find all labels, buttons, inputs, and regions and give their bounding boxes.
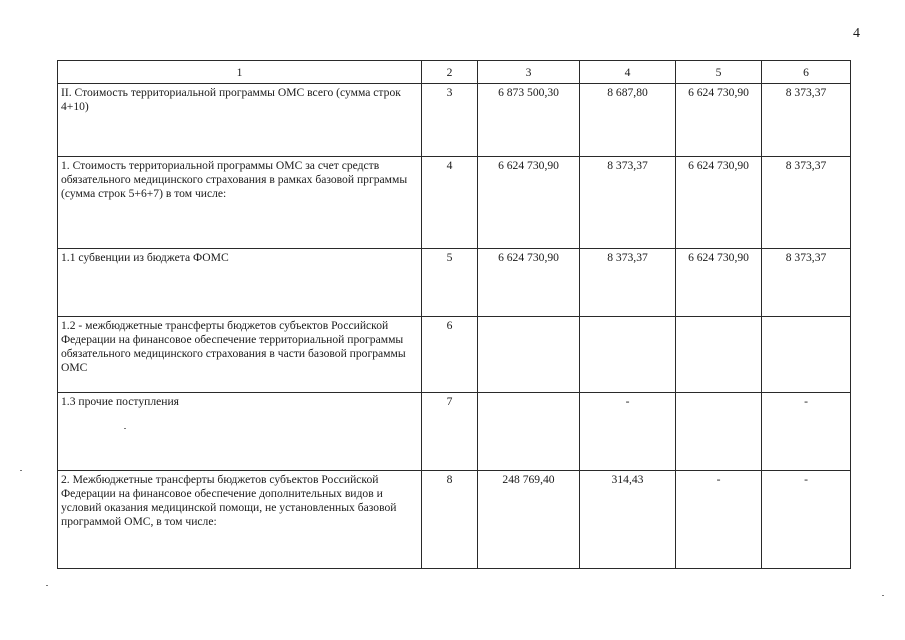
- row-value: [676, 317, 762, 393]
- row-value: 6 624 730,90: [478, 249, 580, 317]
- row-value: -: [580, 393, 676, 471]
- scan-speck: [124, 428, 126, 429]
- scan-speck: [46, 585, 48, 586]
- row-value: [580, 317, 676, 393]
- row-description: 1.3 прочие поступления: [58, 393, 422, 471]
- row-description: 1.2 - межбюджетные трансферты бюджетов субъектов Российской Федерации на финансовое обеспечение территориальной программы обязательного медицинского страхования в части базовой программы ОМС: [58, 317, 422, 393]
- page-number: 4: [853, 26, 860, 41]
- row-value: -: [762, 393, 851, 471]
- row-line-number: 5: [422, 249, 478, 317]
- row-value: 8 373,37: [580, 157, 676, 249]
- row-value: 314,43: [580, 471, 676, 569]
- budget-table: [57, 60, 851, 569]
- row-line-number: 6: [422, 317, 478, 393]
- column-header: 1: [58, 61, 422, 84]
- row-value: 8 687,80: [580, 84, 676, 157]
- column-header: 2: [422, 61, 478, 84]
- row-value: 6 624 730,90: [478, 157, 580, 249]
- table-row: [58, 84, 851, 157]
- scan-speck: [882, 595, 884, 596]
- row-value: 8 373,37: [762, 249, 851, 317]
- table-row: [58, 393, 851, 471]
- row-value: 6 624 730,90: [676, 249, 762, 317]
- row-line-number: 3: [422, 84, 478, 157]
- table-row: [58, 157, 851, 249]
- row-description: 1. Стоимость территориальной программы ОМС за счет средств обязательного медицинского страхования в рамках базовой прграммы (сумма строк 5+6+7) в том числе:: [58, 157, 422, 249]
- row-value: [762, 317, 851, 393]
- column-header: 3: [478, 61, 580, 84]
- row-value: 8 373,37: [762, 157, 851, 249]
- row-line-number: 8: [422, 471, 478, 569]
- row-description: 2. Межбюджетные трансферты бюджетов субъектов Российской Федерации на финансовое обеспечение дополнительных видов и условий оказания медицинской помощи, не установленных базовой программой ОМС, в том числе:: [58, 471, 422, 569]
- row-value: 6 624 730,90: [676, 84, 762, 157]
- row-line-number: 4: [422, 157, 478, 249]
- row-value: [676, 393, 762, 471]
- column-header: 6: [762, 61, 851, 84]
- column-header: 5: [676, 61, 762, 84]
- row-value: 6 873 500,30: [478, 84, 580, 157]
- row-value: 8 373,37: [762, 84, 851, 157]
- table-row: [58, 249, 851, 317]
- row-value: -: [762, 471, 851, 569]
- row-value: 248 769,40: [478, 471, 580, 569]
- column-header: 4: [580, 61, 676, 84]
- table-row: [58, 317, 851, 393]
- row-value: [478, 393, 580, 471]
- row-value: 6 624 730,90: [676, 157, 762, 249]
- row-line-number: 7: [422, 393, 478, 471]
- header-row: [58, 61, 851, 84]
- row-description: 1.1 субвенции из бюджета ФОМС: [58, 249, 422, 317]
- row-value: -: [676, 471, 762, 569]
- row-value: [478, 317, 580, 393]
- row-description: II. Стоимость территориальной программы ОМС всего (сумма строк 4+10): [58, 84, 422, 157]
- scan-speck: [20, 470, 22, 471]
- table-row: [58, 471, 851, 569]
- row-value: 8 373,37: [580, 249, 676, 317]
